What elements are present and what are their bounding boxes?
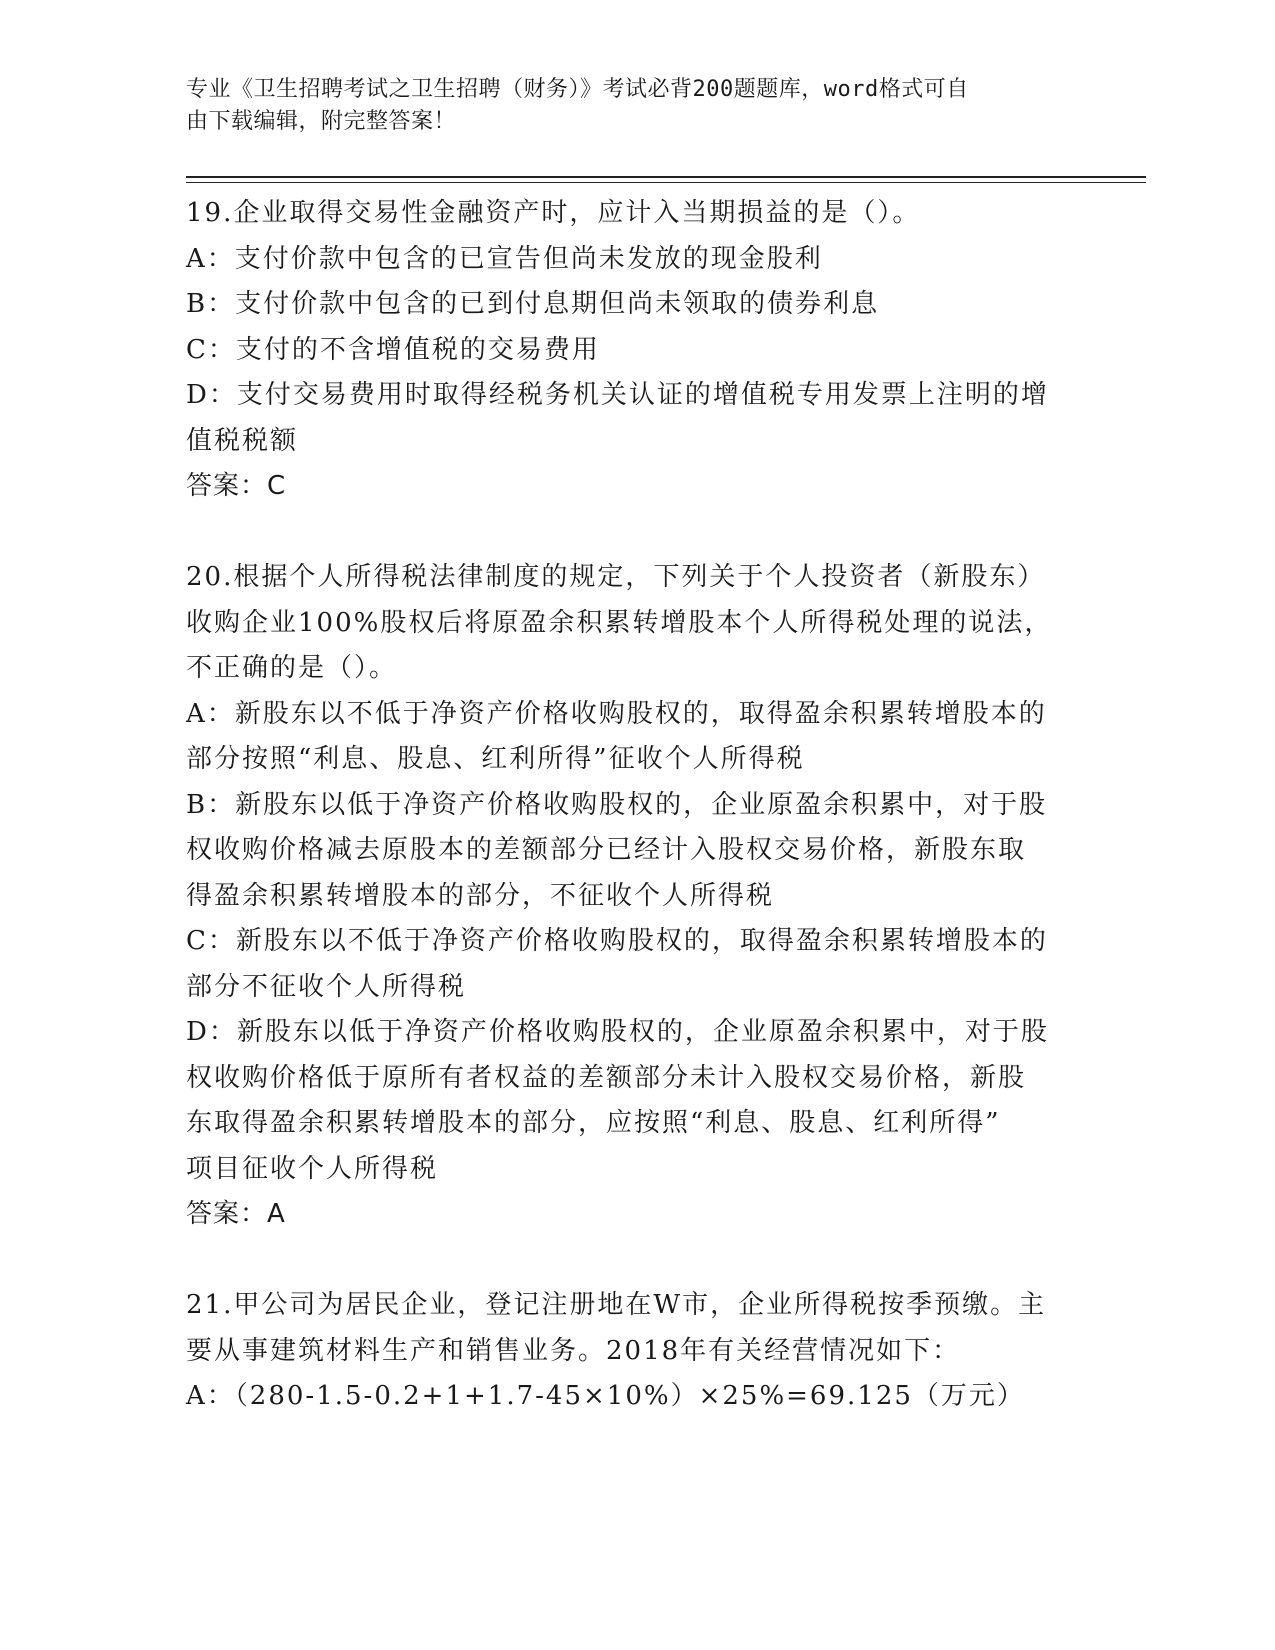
option-c: C：支付的不含增值税的交易费用	[186, 334, 600, 365]
option-b: B：新股东以低于净资产价格收购股权的，企业原盈余积累中，对于股	[186, 789, 1048, 820]
question-19	[186, 191, 1066, 510]
question-21	[186, 1283, 1066, 1420]
document-header	[186, 74, 1066, 138]
question-stem-cont: 要从事建筑材料生产和销售业务。2018年有关经营情况如下：	[186, 1335, 961, 1366]
question-stem: 20.根据个人所得税法律制度的规定，下列关于个人投资者（新股东）	[186, 562, 1046, 592]
header-line-2: 由下载编辑，附完整答案！	[186, 109, 457, 134]
question-stem-cont: 不正确的是（）。	[186, 653, 398, 683]
option-d-cont: 权收购价格低于原所有者权益的差额部分未计入股权交易价格，新股	[186, 1062, 1027, 1093]
option-d-cont: 东取得盈余积累转增股本的部分，应按照“利息、股息、红利所得”	[186, 1108, 1001, 1138]
question-stem: 21.甲公司为居民企业，登记注册地在W市，企业所得税按季预缴。主	[186, 1290, 1047, 1320]
question-stem-cont: 收购企业100%股权后将原盈余积累转增股本个人所得税处理的说法，	[186, 607, 1053, 638]
answer-label: 答案：C	[186, 471, 287, 501]
option-b: B：支付价款中包含的已到付息期但尚未领取的债券利息	[186, 289, 880, 319]
option-d: D：新股东以低于净资产价格收购股权的，企业原盈余积累中，对于股	[186, 1017, 1049, 1047]
option-a-cont: 部分按照“利息、股息、红利所得”征收个人所得税	[186, 744, 805, 774]
question-list	[186, 191, 1066, 1420]
answer-label: 答案：A	[186, 1199, 286, 1229]
header-rule-thick	[186, 176, 1146, 178]
option-a: A：支付价款中包含的已宣告但尚未发放的现金股利	[186, 243, 823, 274]
option-b-cont: 权收购价格减去原股本的差额部分已经计入股权交易价格，新股东取	[186, 835, 1027, 865]
option-d-cont: 项目征收个人所得税	[186, 1153, 439, 1184]
option-d-cont: 值税税额	[186, 425, 299, 456]
option-d: D：支付交易费用时取得经税务机关认证的增值税专用发票上注明的增	[186, 380, 1049, 410]
option-c-cont: 部分不征收个人所得税	[186, 971, 467, 1002]
option-a: A：新股东以不低于净资产价格收购股权的，取得盈余积累转增股本的	[186, 698, 1047, 729]
option-a: A：（280-1.5-0.2+1+1.7-45×10%）×25%=69.125（万元）	[186, 1381, 1025, 1411]
question-stem: 19.企业取得交易性金融资产时，应计入当期损益的是（）。	[186, 198, 921, 228]
header-rule-thin	[186, 182, 1146, 183]
question-20	[186, 555, 1066, 1238]
header-line-1: 专业《卫生招聘考试之卫生招聘（财务）》考试必背200题题库，word格式可自	[186, 77, 969, 102]
option-c: C：新股东以不低于净资产价格收购股权的，取得盈余积累转增股本的	[186, 926, 1048, 956]
option-b-cont: 得盈余积累转增股本的部分，不征收个人所得税	[186, 880, 775, 911]
